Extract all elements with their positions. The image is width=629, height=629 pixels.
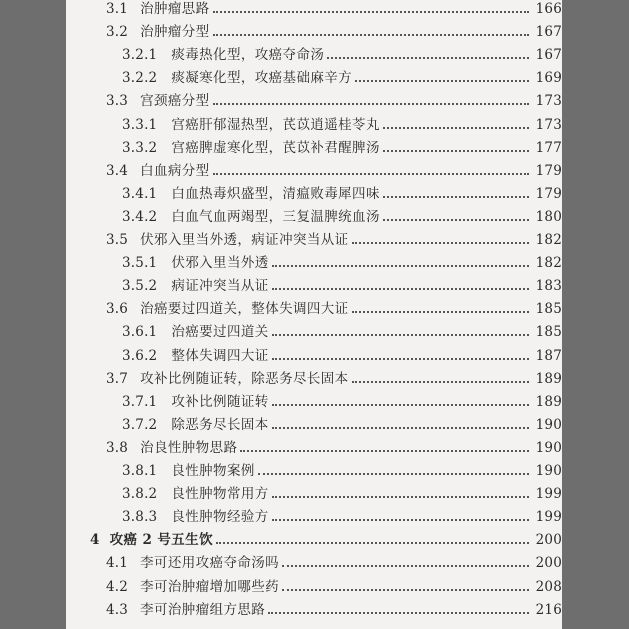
toc-entry-title: 宫癌肝郁湿热型，芪苡逍遥桂苓丸 <box>171 116 380 133</box>
toc-entry-number: 3.4.1 <box>122 185 158 202</box>
toc-entry <box>66 179 562 202</box>
toc-entry-page-number: 199 <box>535 509 562 526</box>
toc-entry-number: 3.8 <box>106 439 129 456</box>
toc-entry <box>66 294 562 317</box>
toc-entry-title: 痰毒热化型，攻癌夺命汤 <box>171 47 325 64</box>
toc-entry-number: 3.4.2 <box>122 208 158 225</box>
toc-entry-title: 白血气血两竭型，三复温脾统血汤 <box>171 208 380 225</box>
toc-entry-title: 李可治肿瘤增加哪些药 <box>140 578 280 595</box>
toc-entry-page-number: 167 <box>535 47 562 64</box>
toc-entry-title: 攻补比例随证转 <box>171 393 269 410</box>
toc-entry-page-number: 173 <box>535 93 562 110</box>
toc-entry-number: 3.6.2 <box>122 347 158 364</box>
toc-entry-number: 3.7 <box>106 370 129 387</box>
toc-entry-page-number: 183 <box>535 278 562 295</box>
toc-entry-title: 宫颈癌分型 <box>140 93 210 110</box>
toc-entry-page-number: 167 <box>535 24 562 41</box>
toc-entry <box>66 202 562 225</box>
toc-entry-number: 3.6 <box>106 301 129 318</box>
dot-leader <box>383 195 529 198</box>
toc-entry-page-number: 179 <box>535 185 562 202</box>
toc-entry-title: 痰凝寒化型，攻癌基础麻辛方 <box>171 70 353 87</box>
toc-entry-number: 4.2 <box>106 578 129 595</box>
toc-entry <box>66 317 562 340</box>
toc-entry <box>66 341 562 364</box>
toc-entry-title: 良性肿物案例 <box>171 463 255 479</box>
dot-leader <box>352 380 529 383</box>
toc-entry-title: 治肿瘤思路 <box>140 1 210 17</box>
toc-entry-number: 3.2.1 <box>122 47 158 64</box>
toc-entry-page-number: 200 <box>535 555 562 572</box>
toc-entry-title: 整体失调四大证 <box>171 347 269 364</box>
toc-entry-number: 3.3.2 <box>122 139 158 156</box>
toc-entry-page-number: 208 <box>535 578 562 595</box>
toc-entry-number: 3.2 <box>106 24 129 41</box>
toc-entry <box>66 364 562 387</box>
dot-leader <box>272 495 529 498</box>
toc-entry-page-number: 199 <box>535 486 562 503</box>
toc-entry-number: 3.7.1 <box>122 393 158 410</box>
toc-entry <box>66 502 562 525</box>
toc-entry-page-number: 166 <box>535 1 562 17</box>
toc-entry-number: 3.6.1 <box>122 324 158 341</box>
toc-entry <box>66 156 562 179</box>
toc-entry-number: 3.8.3 <box>122 509 158 526</box>
dot-leader <box>352 241 529 244</box>
toc-entry <box>66 40 562 63</box>
toc-entry-number: 3.5.2 <box>122 278 158 295</box>
toc-entry-number: 3.3 <box>106 93 129 110</box>
dot-leader <box>272 264 529 267</box>
dot-leader <box>282 564 529 567</box>
toc-entry-page-number: 169 <box>535 70 562 87</box>
dot-leader <box>213 33 529 36</box>
toc-entry-number: 3.5.1 <box>122 255 158 272</box>
toc-entry <box>66 548 562 571</box>
toc-entry-title: 攻补比例随证转，除恶务尽长固本 <box>140 370 349 387</box>
toc-entry <box>66 86 562 109</box>
toc-entry-number: 3.1 <box>106 1 129 17</box>
dot-leader <box>272 333 529 336</box>
toc-entry-title: 攻癌 2 号五生饮 <box>109 532 213 549</box>
dot-leader <box>213 172 529 175</box>
toc-entry-page-number: 179 <box>535 162 562 179</box>
toc-entry-number: 3.4 <box>106 162 129 179</box>
toc-entry-page-number: 189 <box>535 393 562 410</box>
dot-leader <box>282 588 529 591</box>
toc-entry-number: 3.8.1 <box>122 463 158 479</box>
toc-entry-number: 3.2.2 <box>122 70 158 87</box>
dot-leader <box>272 518 529 521</box>
toc-entry <box>66 225 562 248</box>
toc-entry-number: 3.5 <box>106 232 129 248</box>
toc-entry-title: 治癌要过四道关 <box>171 324 269 341</box>
toc-entry-page-number: 173 <box>535 116 562 133</box>
toc-entry-title: 病证冲突当从证 <box>171 278 269 295</box>
toc-page <box>66 0 562 629</box>
dot-leader <box>216 541 529 544</box>
toc-entry <box>66 133 562 156</box>
dot-leader <box>272 287 529 290</box>
toc-entry-page-number: 190 <box>535 416 562 433</box>
toc-chapter-entry <box>66 525 562 548</box>
toc-entry-number: 3.8.2 <box>122 486 158 503</box>
toc-entry <box>66 410 562 433</box>
toc-entry-page-number: 200 <box>535 532 562 549</box>
toc-entry-page-number: 185 <box>535 324 562 341</box>
toc-entry-number: 4.3 <box>106 601 129 618</box>
dot-leader <box>268 611 529 614</box>
toc-entry-title: 李可还用攻癌夺命汤吗 <box>140 555 280 572</box>
toc-entry-page-number: 182 <box>535 255 562 272</box>
dot-leader <box>355 79 529 82</box>
toc-entry-title: 良性肿物经验方 <box>171 509 269 526</box>
toc-entry-page-number: 190 <box>535 463 562 479</box>
toc-entry-title: 治肿瘤分型 <box>140 24 210 41</box>
dot-leader <box>272 403 529 406</box>
toc-entry-number: 4.1 <box>106 555 129 572</box>
toc-entry <box>66 479 562 502</box>
toc-entry-title: 伏邪入里当外透，病证冲突当从证 <box>140 232 349 248</box>
toc-entry-title: 白血病分型 <box>140 162 210 179</box>
toc-entry-number: 3.3.1 <box>122 116 158 133</box>
dot-leader <box>213 10 529 13</box>
dot-leader <box>272 426 529 429</box>
dot-leader <box>383 149 529 152</box>
toc-entry-page-number: 182 <box>535 232 562 248</box>
toc-entry-page-number: 190 <box>535 439 562 456</box>
toc-entry-page-number: 187 <box>535 347 562 364</box>
toc-entry <box>66 456 562 479</box>
dot-leader <box>352 310 529 313</box>
toc-entry-title: 李可治肿瘤组方思路 <box>140 601 266 618</box>
toc-entry-title: 良性肿物常用方 <box>171 486 269 503</box>
toc-entry <box>66 110 562 133</box>
toc-entry <box>66 595 562 618</box>
toc-entry-page-number: 216 <box>535 601 562 618</box>
toc-entry <box>66 572 562 595</box>
toc-entry <box>66 271 562 294</box>
toc-entry <box>66 0 562 17</box>
dot-leader <box>258 472 529 475</box>
toc-entry-number: 4 <box>90 532 100 549</box>
toc-entry <box>66 433 562 456</box>
toc-entry-title: 除恶务尽长固本 <box>171 416 269 433</box>
toc-entry <box>66 387 562 410</box>
dot-leader <box>213 102 529 105</box>
toc-entry-page-number: 180 <box>535 208 562 225</box>
toc-entry-title: 宫癌脾虚寒化型，芪苡补君醒脾汤 <box>171 139 380 156</box>
dot-leader <box>327 56 529 59</box>
toc-entry-number: 3.7.2 <box>122 416 158 433</box>
toc-entry-page-number: 189 <box>535 370 562 387</box>
toc-entry-title: 白血热毒炽盛型，清瘟败毒犀四味 <box>171 185 380 202</box>
toc-entry <box>66 248 562 271</box>
toc-entry-page-number: 185 <box>535 301 562 318</box>
dot-leader <box>272 357 529 360</box>
toc-entry <box>66 63 562 86</box>
toc-entry <box>66 17 562 40</box>
dot-leader <box>240 449 529 452</box>
toc-entry-title: 治良性肿物思路 <box>140 439 238 456</box>
toc-entry-title: 伏邪入里当外透 <box>171 255 269 272</box>
dot-leader <box>383 218 529 221</box>
toc-entry-title: 治癌要过四道关，整体失调四大证 <box>140 301 349 318</box>
dot-leader <box>383 126 529 129</box>
toc-entry-page-number: 177 <box>535 139 562 156</box>
